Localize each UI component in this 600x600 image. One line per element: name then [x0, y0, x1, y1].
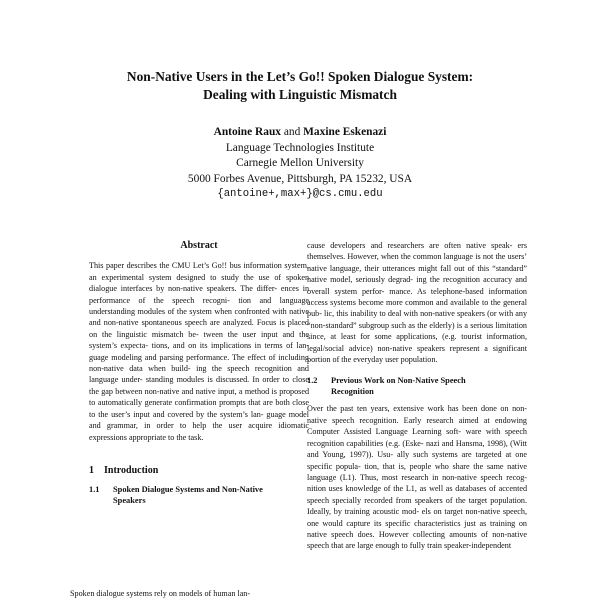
abstract-line: method is proposed to automatically generate — [89, 386, 310, 408]
affiliation-university: Carnegie Mellon University — [236, 157, 364, 169]
body-line: tion, that is, people who share the same native language — [307, 461, 527, 482]
left-column — [89, 240, 309, 512]
abstract-line: guage modeling and parsing performance. The — [89, 352, 245, 362]
title-line-1: Non-Native Users in the Let’s Go!! Spoken Dialogue System: — [126, 69, 474, 84]
author-email: {antoine+,max+}@cs.cmu.edu — [217, 188, 383, 200]
abstract-line: designed to study the use of spoken dialogue — [89, 272, 310, 294]
abstract-line: standing modules is discussed. In order to close — [145, 375, 310, 385]
body-line: els on target non-native speech, one would capture its — [307, 507, 527, 528]
subsection-1-2-number: 1.2 — [307, 376, 318, 386]
subsection-1-1-title — [113, 484, 263, 506]
abstract-line: confirmation prompts that are both close to the — [89, 398, 309, 419]
body-line: is not the users’ native language, their utterances might — [307, 252, 528, 273]
subsection-1-1-title-line-1: Spoken Dialogue Systems and Non-Native — [113, 485, 263, 495]
body-line: speakers represent a significant portion of the everyday — [307, 343, 527, 365]
author-conjunction: and — [283, 126, 301, 138]
author-names — [0, 125, 600, 141]
abstract-line: non-native spontaneous speech are analyzed. — [103, 318, 254, 328]
previous-work-paragraph — [307, 403, 527, 551]
body-line: user population. — [385, 355, 438, 365]
abstract-line: information system, an experimental system — [89, 261, 310, 282]
body-line: ing the recognition accuracy and overall system perfor- — [307, 275, 527, 296]
body-line: (e.g. tourist information, legal/social advice) non-native — [307, 332, 527, 353]
author-2: Maxine Eskenazi — [303, 126, 387, 138]
abstract-line: to the task. — [167, 432, 204, 442]
body-line: ers themselves. However, when the common language — [307, 241, 527, 262]
body-line: ware with speech recognition capabilities (e.g. (Eske- — [307, 427, 527, 448]
abstract-line: guage model and grammar, in order to help the — [89, 409, 310, 431]
abstract-line: Focus is placed on the linguistic mismatch be- — [89, 318, 309, 339]
abstract-body — [89, 260, 309, 443]
author-1: Antoine Raux — [213, 126, 281, 138]
body-line: lic, this inability to deal with non-native speakers (or with — [324, 309, 514, 319]
right-column — [307, 240, 527, 552]
subsection-1-1-heading — [89, 484, 309, 506]
body-line: fall out of this “standard” native model, seriously degrad- — [307, 263, 527, 285]
abstract-line: tions, and on its implications in terms of lan- — [151, 341, 310, 351]
body-line: mance. As telephone-based information access systems — [307, 286, 527, 308]
abstract-line: ing the speech recognition and language under- — [89, 364, 309, 385]
body-line: (L1). Thus, most research in non-native speech recog- — [340, 472, 528, 482]
subsection-1-2-heading — [307, 375, 527, 397]
body-line: nazi and Hansma, 1998), (Witt and Young, 1997)). Usu- — [307, 438, 527, 460]
body-line: at endowing Computer Assisted Language Learning soft- — [307, 415, 527, 437]
body-line: specific characteristics just as training on native speech — [307, 518, 527, 539]
title-line-2: Dealing with Linguistic Mismatch — [203, 87, 397, 102]
abstract-line: interfaces by non-native speakers. The differ- — [120, 284, 278, 294]
section-1-heading — [89, 465, 309, 476]
author-block — [0, 125, 600, 203]
body-line: any “non-standard” subgroup such as the elderly) is a — [307, 309, 528, 330]
subsection-1-2-title-line-1: Previous Work on Non-Native Speech — [331, 376, 466, 386]
cut-off-body-line: Spoken dialogue systems rely on models of human lan- — [70, 589, 251, 598]
section-1-number: 1 — [89, 464, 94, 476]
abstract-line: effect of including non-native data when build- — [89, 352, 309, 374]
affiliation-address: 5000 Forbes Avenue, Pittsburgh, PA 15232, USA — [187, 172, 413, 185]
abstract-line: tween the user input and the system’s expecta- — [89, 329, 310, 351]
body-line: become more common and available to the general pub- — [307, 298, 527, 319]
body-line: cause developers and researchers are often native speak- — [307, 241, 513, 250]
body-line: does. However collecting amounts of non-native speech — [307, 529, 527, 551]
subsection-1-1-title-line-2: Speakers — [113, 496, 146, 506]
abstract-line: This paper describes the CMU Let’s Go!! bus — [89, 261, 241, 271]
body-line: that are large enough to fully train speaker-independent — [331, 541, 512, 551]
subsection-1-2-title — [331, 375, 466, 397]
abstract-line: user’s input and covered by the system’s lan- — [111, 409, 264, 419]
affiliation-institute: Language Technologies Institute — [225, 141, 375, 154]
abstract-line: ences in performance of the speech recogni- — [89, 284, 310, 305]
body-line: the target population. Ideally, by training acoustic mod- — [307, 495, 527, 517]
abstract-line: the gap between non-native and native input, a — [89, 386, 243, 396]
body-line: serious limitation since, at least for some applications, — [307, 320, 527, 342]
abstract-line: user acquire idiomatic expressions appropriate — [89, 421, 309, 442]
body-line: ally such systems are targeted at one specific popula- — [307, 450, 528, 471]
abstract-line: the system when confronted with native and — [89, 307, 309, 328]
subsection-1-1-number: 1.1 — [89, 485, 100, 495]
body-line: of accented speech specially recorded from speakers of — [307, 484, 528, 505]
paper-title — [0, 68, 600, 104]
section-1-title: Introduction — [104, 464, 159, 476]
intro-paragraph-continued — [307, 240, 527, 365]
body-line: on non-native speech recognition. Early research aimed — [307, 404, 527, 425]
abstract-line: tion and language understanding modules of — [89, 295, 310, 317]
abstract-heading: Abstract — [180, 240, 218, 251]
subsection-1-2-title-line-2: Recognition — [331, 387, 374, 397]
body-line: nition uses knowledge of the L1, as well as databases — [307, 484, 487, 494]
body-line: Over the past ten years, extensive work has been done — [307, 404, 497, 414]
